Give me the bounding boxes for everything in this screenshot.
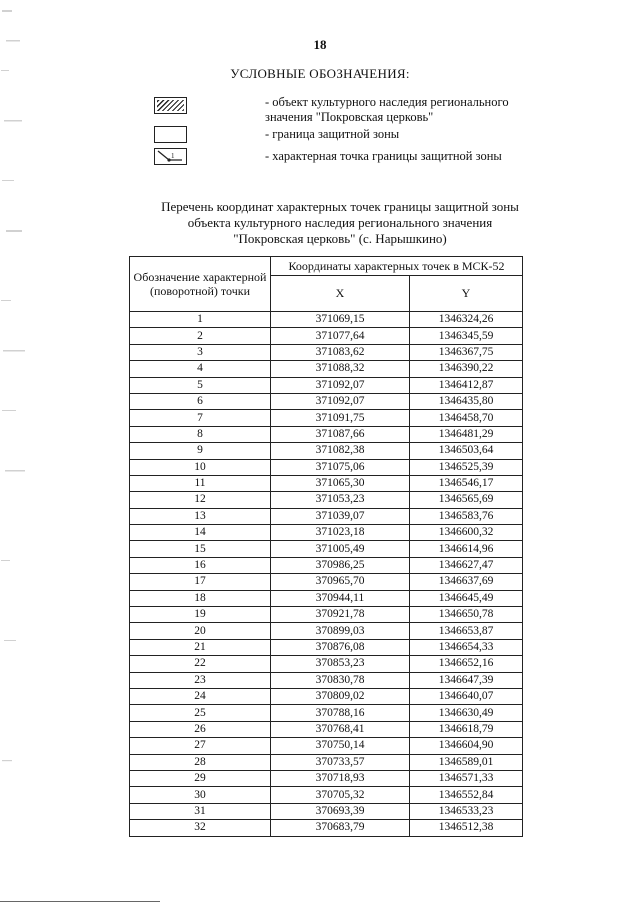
x-coordinate-cell: 371065,30: [271, 475, 410, 491]
table-row: [130, 574, 523, 590]
list-title-line: объекта культурного наследия регионального значения: [187, 215, 493, 230]
legend-title: УСЛОВНЫЕ ОБОЗНАЧЕНИЯ:: [230, 66, 410, 81]
y-coordinate-cell: 1346525,39: [410, 459, 523, 475]
list-title-line: Перечень координат характерных точек границы защитной зоны: [161, 199, 519, 214]
point-number-cell: 22: [130, 656, 271, 672]
point-number-cell: 24: [130, 688, 271, 704]
x-coordinate-cell: 371091,75: [271, 410, 410, 426]
point-number-cell: 31: [130, 803, 271, 819]
table-row: [130, 721, 523, 737]
y-coordinate-cell: 1346324,26: [410, 312, 523, 328]
table-row: [130, 590, 523, 606]
y-coordinate-cell: 1346503,64: [410, 443, 523, 459]
y-coordinate-cell: 1346552,84: [410, 787, 523, 803]
table-row: [130, 656, 523, 672]
point-number-cell: 8: [130, 426, 271, 442]
column-header-y: Y: [410, 276, 523, 312]
table-row: [130, 443, 523, 459]
point-number-cell: 32: [130, 820, 271, 836]
y-coordinate-cell: 1346640,07: [410, 688, 523, 704]
y-coordinate-cell: 1346637,69: [410, 574, 523, 590]
point-number-cell: 12: [130, 492, 271, 508]
table-row: [130, 459, 523, 475]
table-row: [130, 787, 523, 803]
point-number-cell: 13: [130, 508, 271, 524]
page-number: 18: [313, 37, 327, 52]
x-coordinate-cell: 371092,07: [271, 377, 410, 393]
point-number-cell: 3: [130, 344, 271, 360]
x-coordinate-cell: 370750,14: [271, 738, 410, 754]
x-coordinate-cell: 371087,66: [271, 426, 410, 442]
table-row: [130, 410, 523, 426]
y-coordinate-cell: 1346618,79: [410, 721, 523, 737]
table-row: [130, 688, 523, 704]
point-number-cell: 23: [130, 672, 271, 688]
table-row: [130, 344, 523, 360]
point-number-cell: 10: [130, 459, 271, 475]
column-header-coordinates: Координаты характерных точек в МСК-52: [271, 257, 523, 276]
point-number-cell: 7: [130, 410, 271, 426]
point-number-cell: 18: [130, 590, 271, 606]
y-coordinate-cell: 1346546,17: [410, 475, 523, 491]
table-row: [130, 328, 523, 344]
table-row: [130, 705, 523, 721]
point-number-cell: 21: [130, 639, 271, 655]
table-row: [130, 475, 523, 491]
x-coordinate-cell: 371039,07: [271, 508, 410, 524]
boundary-line-icon: [154, 126, 187, 143]
table-row: [130, 639, 523, 655]
table-row: [130, 426, 523, 442]
x-coordinate-cell: 370809,02: [271, 688, 410, 704]
legend-item-text-line: - граница защитной зоны: [265, 127, 400, 141]
y-coordinate-cell: 1346647,39: [410, 672, 523, 688]
x-coordinate-cell: 371005,49: [271, 541, 410, 557]
x-coordinate-cell: 370965,70: [271, 574, 410, 590]
legend-item-boundary: [0, 126, 640, 146]
point-number-cell: 30: [130, 787, 271, 803]
y-coordinate-cell: 1346652,16: [410, 656, 523, 672]
table-row: [130, 803, 523, 819]
column-header-point: Обозначение характерной (поворотной) точки: [130, 257, 271, 312]
table-row: [130, 770, 523, 786]
point-number-cell: 17: [130, 574, 271, 590]
table-row: [130, 508, 523, 524]
x-coordinate-cell: 371082,38: [271, 443, 410, 459]
y-coordinate-cell: 1346390,22: [410, 361, 523, 377]
legend-item-text-line: - характерная точка границы защитной зоны: [265, 149, 502, 163]
x-coordinate-cell: 371088,32: [271, 361, 410, 377]
y-coordinate-cell: 1346589,01: [410, 754, 523, 770]
x-coordinate-cell: 370718,93: [271, 770, 410, 786]
y-coordinate-cell: 1346512,38: [410, 820, 523, 836]
table-row: [130, 672, 523, 688]
x-coordinate-cell: 371069,15: [271, 312, 410, 328]
legend-item-point: [0, 148, 640, 168]
table-row: [130, 738, 523, 754]
list-title: [0, 199, 640, 247]
table-row: [130, 361, 523, 377]
legend-item-object: [0, 95, 640, 127]
column-header-x: X: [271, 276, 410, 312]
y-coordinate-cell: 1346435,80: [410, 393, 523, 409]
point-number-cell: 4: [130, 361, 271, 377]
point-number-cell: 27: [130, 738, 271, 754]
y-coordinate-cell: 1346533,23: [410, 803, 523, 819]
y-coordinate-cell: 1346458,70: [410, 410, 523, 426]
point-number-cell: 1: [130, 312, 271, 328]
coordinates-table-body: [130, 312, 523, 837]
x-coordinate-cell: 370944,11: [271, 590, 410, 606]
table-row: [130, 525, 523, 541]
footer-divider: [0, 901, 160, 902]
x-coordinate-cell: 370853,23: [271, 656, 410, 672]
y-coordinate-cell: 1346650,78: [410, 607, 523, 623]
hatched-area-icon: [154, 97, 187, 114]
table-row: [130, 607, 523, 623]
y-coordinate-cell: 1346654,33: [410, 639, 523, 655]
x-coordinate-cell: 370921,78: [271, 607, 410, 623]
point-number-cell: 15: [130, 541, 271, 557]
point-number-cell: 26: [130, 721, 271, 737]
table-row: [130, 377, 523, 393]
point-number-cell: 9: [130, 443, 271, 459]
x-coordinate-cell: 371053,23: [271, 492, 410, 508]
x-coordinate-cell: 370788,16: [271, 705, 410, 721]
list-title-line: "Покровская церковь" (с. Нарышкино): [233, 231, 447, 246]
y-coordinate-cell: 1346367,75: [410, 344, 523, 360]
x-coordinate-cell: 370768,41: [271, 721, 410, 737]
y-coordinate-cell: 1346600,32: [410, 525, 523, 541]
boundary-point-icon: [154, 148, 187, 165]
point-number-cell: 20: [130, 623, 271, 639]
point-number-cell: 29: [130, 770, 271, 786]
y-coordinate-cell: 1346565,69: [410, 492, 523, 508]
point-number-cell: 19: [130, 607, 271, 623]
table-row: [130, 312, 523, 328]
x-coordinate-cell: 371077,64: [271, 328, 410, 344]
x-coordinate-cell: 370986,25: [271, 557, 410, 573]
y-coordinate-cell: 1346630,49: [410, 705, 523, 721]
table-row: [130, 623, 523, 639]
table-row: [130, 393, 523, 409]
y-coordinate-cell: 1346481,29: [410, 426, 523, 442]
point-number-cell: 11: [130, 475, 271, 491]
x-coordinate-cell: 370705,32: [271, 787, 410, 803]
point-number-cell: 14: [130, 525, 271, 541]
point-number-cell: 25: [130, 705, 271, 721]
y-coordinate-cell: 1346627,47: [410, 557, 523, 573]
y-coordinate-cell: 1346604,90: [410, 738, 523, 754]
table-row: [130, 754, 523, 770]
x-coordinate-cell: 370899,03: [271, 623, 410, 639]
legend-item-text-line: - объект культурного наследия регионального: [265, 95, 509, 109]
table-row: [130, 557, 523, 573]
table-row: [130, 541, 523, 557]
legend-item-text-line: значения "Покровская церковь": [265, 110, 434, 124]
y-coordinate-cell: 1346345,59: [410, 328, 523, 344]
y-coordinate-cell: 1346571,33: [410, 770, 523, 786]
x-coordinate-cell: 371083,62: [271, 344, 410, 360]
point-number-cell: 2: [130, 328, 271, 344]
y-coordinate-cell: 1346645,49: [410, 590, 523, 606]
y-coordinate-cell: 1346412,87: [410, 377, 523, 393]
x-coordinate-cell: 370733,57: [271, 754, 410, 770]
x-coordinate-cell: 370876,08: [271, 639, 410, 655]
x-coordinate-cell: 371092,07: [271, 393, 410, 409]
table-row: [130, 492, 523, 508]
point-number-cell: 5: [130, 377, 271, 393]
point-symbol-digit: 1: [171, 152, 175, 160]
y-coordinate-cell: 1346614,96: [410, 541, 523, 557]
x-coordinate-cell: 370683,79: [271, 820, 410, 836]
point-number-cell: 28: [130, 754, 271, 770]
x-coordinate-cell: 371023,18: [271, 525, 410, 541]
x-coordinate-cell: 371075,06: [271, 459, 410, 475]
point-number-cell: 16: [130, 557, 271, 573]
table-row: [130, 820, 523, 836]
coordinates-table: [129, 256, 523, 837]
x-coordinate-cell: 370830,78: [271, 672, 410, 688]
point-number-cell: 6: [130, 393, 271, 409]
x-coordinate-cell: 370693,39: [271, 803, 410, 819]
y-coordinate-cell: 1346653,87: [410, 623, 523, 639]
y-coordinate-cell: 1346583,76: [410, 508, 523, 524]
